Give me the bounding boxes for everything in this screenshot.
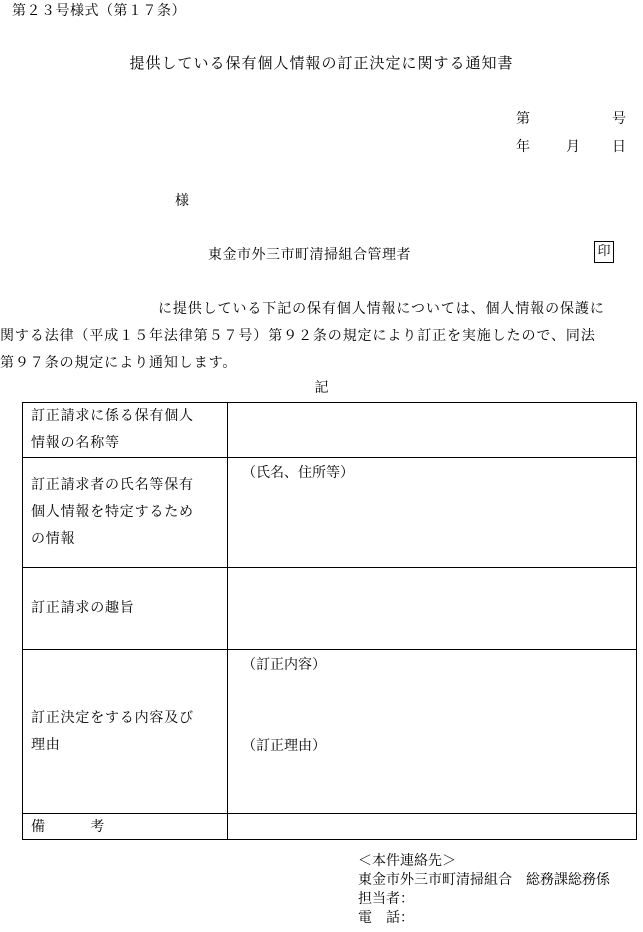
label-line: の情報 [31, 531, 76, 547]
table-row [23, 458, 637, 568]
doc-number-label: 第 [516, 111, 530, 127]
label-line: 個人情報を特定するため [31, 504, 194, 520]
doc-number-suffix: 号 [612, 111, 626, 127]
value-hint: （訂正内容） [242, 657, 326, 673]
form-number: 第２３号様式（第１７条） [12, 3, 186, 19]
correction-table [22, 402, 637, 840]
label-line: 備 考 [31, 818, 105, 835]
label-line: 訂正請求に係る保有個人 [31, 408, 194, 424]
sender-name: 東金市外三市町清掃組合管理者 [208, 247, 411, 263]
date-day-label: 日 [612, 139, 626, 155]
row-value-document-name[interactable] [228, 403, 637, 458]
contact-phone: 電 話： [358, 910, 414, 926]
document-title: 提供している保有個人情報の訂正決定に関する通知書 [129, 54, 514, 72]
contact-heading: ＜本件連絡先＞ [358, 853, 456, 869]
row-label-decision [23, 650, 228, 814]
row-label-document-name [23, 403, 228, 458]
table-row [23, 650, 637, 814]
row-value-decision[interactable] [228, 650, 637, 814]
table-row [23, 568, 637, 650]
ki-heading: 記 [314, 380, 329, 396]
row-label-requester-info [23, 458, 228, 568]
date-month-label: 月 [566, 139, 580, 155]
label-line: 情報の名称等 [31, 435, 120, 451]
row-value-remarks[interactable] [228, 814, 637, 840]
row-value-purpose[interactable] [228, 568, 637, 650]
label-line: 訂正請求者の氏名等保有 [31, 477, 194, 493]
body-line-1: に提供している下記の保有個人情報については、個人情報の保護に [158, 301, 605, 317]
label-line: 訂正決定をする内容及び [31, 709, 194, 726]
body-line-2: 関する法律（平成１５年法律第５７号）第９２条の規定により訂正を実施したので、同法 [0, 328, 596, 344]
contact-org: 東金市外三市町清掃組合 総務課総務係 [358, 872, 610, 888]
value-hint: （氏名、住所等） [242, 465, 354, 481]
row-label-remarks [23, 814, 228, 840]
contact-person: 担当者： [358, 891, 414, 907]
seal-mark: 印 [594, 241, 614, 263]
label-line: 訂正請求の趣旨 [31, 600, 135, 616]
table-row [23, 814, 637, 840]
date-year-label: 年 [516, 139, 530, 155]
label-line: 理由 [31, 736, 61, 753]
row-value-requester-info[interactable] [228, 458, 637, 568]
value-hint: （訂正理由） [242, 738, 326, 754]
contact-block [358, 852, 610, 928]
row-label-purpose [23, 568, 228, 650]
addressee-suffix: 様 [175, 193, 189, 209]
body-line-3: 第９７条の規定により通知します。 [0, 355, 238, 371]
table-row [23, 403, 637, 458]
body-paragraph [0, 296, 643, 377]
